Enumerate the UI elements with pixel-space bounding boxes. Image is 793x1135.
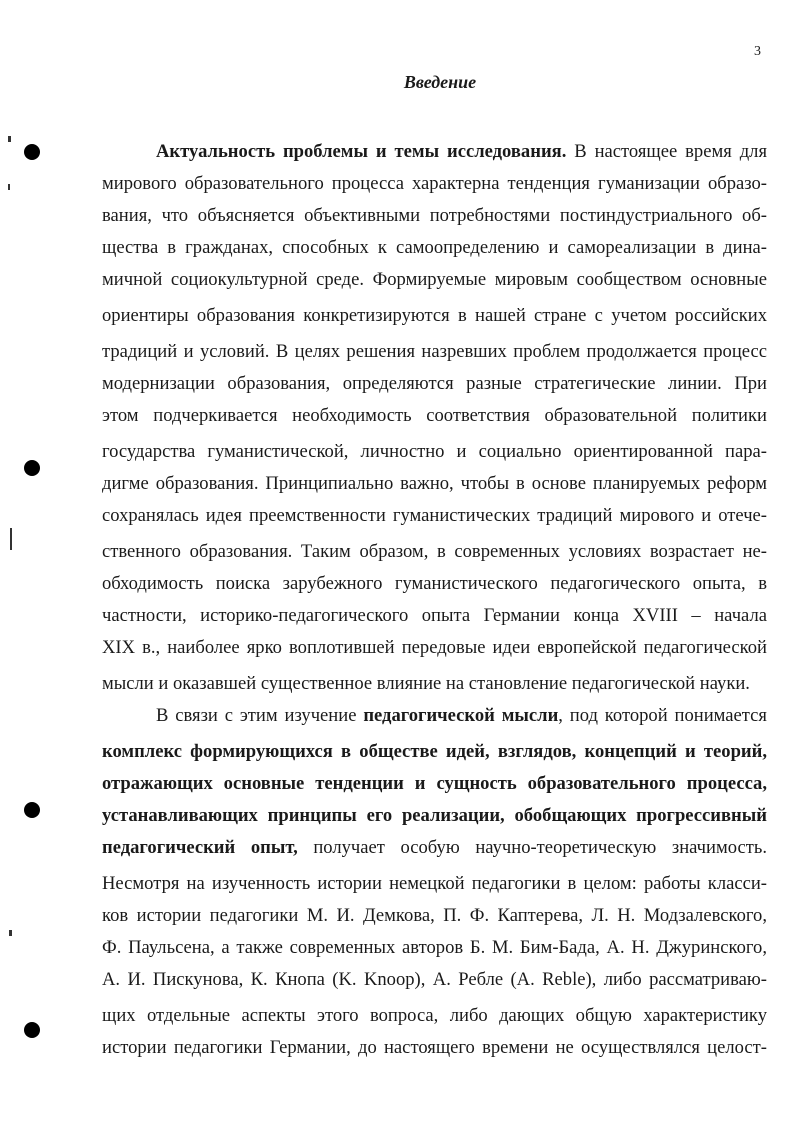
text-line: вания, что объясняется объективными потребностями постиндустриального об- xyxy=(102,205,767,226)
text-line: щих отдельные аспекты этого вопроса, либо дающих общую характеристику xyxy=(102,1005,767,1026)
text-line: ков истории педагогики М. И. Демкова, П. Ф. Каптерева, Л. Н. Модзалевского, xyxy=(102,905,767,926)
text-line: ориентиры образования конкретизируются в нашей стране с учетом российских xyxy=(102,305,767,326)
text-line xyxy=(156,140,767,164)
page-number: 3 xyxy=(754,44,761,59)
text-line: традиций и условий. В целях решения назревших проблем продолжается процесс xyxy=(102,341,767,362)
key-term: педагогической мысли xyxy=(363,705,559,726)
text-line xyxy=(102,836,767,860)
binder-hole xyxy=(24,1022,40,1038)
text-line: А. И. Пискунова, К. Кнопа (K. Knoop), А. Ребле (A. Reble), либо рассматриваю- xyxy=(102,969,767,990)
text-span: получает особую научно-теоретическую значимость. xyxy=(297,837,768,858)
scan-speck xyxy=(8,184,10,190)
text-line: мирового образовательного процесса характерна тенденция гуманизации образо- xyxy=(102,173,767,194)
text-line: частности, историко-педагогического опыта Германии конца XVIII – начала xyxy=(102,605,767,626)
text-line: дигме образования. Принципиально важно, чтобы в основе планируемых реформ xyxy=(102,473,767,494)
topic-lead: Актуальность проблемы и темы исследования. xyxy=(156,141,567,162)
definition-line: комплекс формирующихся в обществе идей, взглядов, концепций и теорий, xyxy=(102,741,767,762)
text-line: Несмотря на изученность истории немецкой педагогики в целом: работы класси- xyxy=(102,873,767,894)
text-line: ственного образования. Таким образом, в современных условиях возрастает не- xyxy=(102,541,767,562)
text-line: государства гуманистической, личностно и социально ориентированной пара- xyxy=(102,441,767,462)
text-line: этом подчеркивается необходимость соответствия образовательной политики xyxy=(102,405,767,426)
text-span: , под которой понимается xyxy=(558,705,767,726)
text-span: В связи с этим изучение xyxy=(156,705,364,726)
definition-line: отражающих основные тенденции и сущность образовательного процесса, xyxy=(102,773,767,794)
scan-speck xyxy=(8,136,11,142)
binder-hole xyxy=(24,144,40,160)
definition-line: устанавливающих принципы его реализации, обобщающих прогрессивный xyxy=(102,805,767,826)
binder-hole xyxy=(24,802,40,818)
text-span: В настоящее время для xyxy=(566,141,767,162)
text-line: Ф. Паульсена, а также современных авторов Б. М. Бим-Бада, А. Н. Джуринского, xyxy=(102,937,767,958)
text-line xyxy=(156,704,767,728)
scan-speck xyxy=(10,528,12,550)
binder-hole xyxy=(24,460,40,476)
text-line: обходимость поиска зарубежного гуманистического педагогического опыта, в xyxy=(102,573,767,594)
definition-end: педагогический опыт, xyxy=(102,837,298,858)
text-line: истории педагогики Германии, до настоящего времени не осуществлялся целост- xyxy=(102,1037,767,1058)
text-line: сохранялась идея преемственности гуманистических традиций мирового и отече- xyxy=(102,505,767,526)
text-line: XIX в., наиболее ярко воплотившей передовые идеи европейской педагогической xyxy=(102,637,767,658)
page-heading: Введение xyxy=(403,72,477,92)
text-line: мичной социокультурной среде. Формируемые мировым сообществом основные xyxy=(102,269,767,290)
scan-speck xyxy=(9,930,12,936)
text-line: модернизации образования, определяются разные стратегические линии. При xyxy=(102,373,767,394)
text-line: щества в гражданах, способных к самоопределению и самореализации в дина- xyxy=(102,237,767,258)
text-line: мысли и оказавшей существенное влияние на становление педагогической науки. xyxy=(102,673,750,694)
